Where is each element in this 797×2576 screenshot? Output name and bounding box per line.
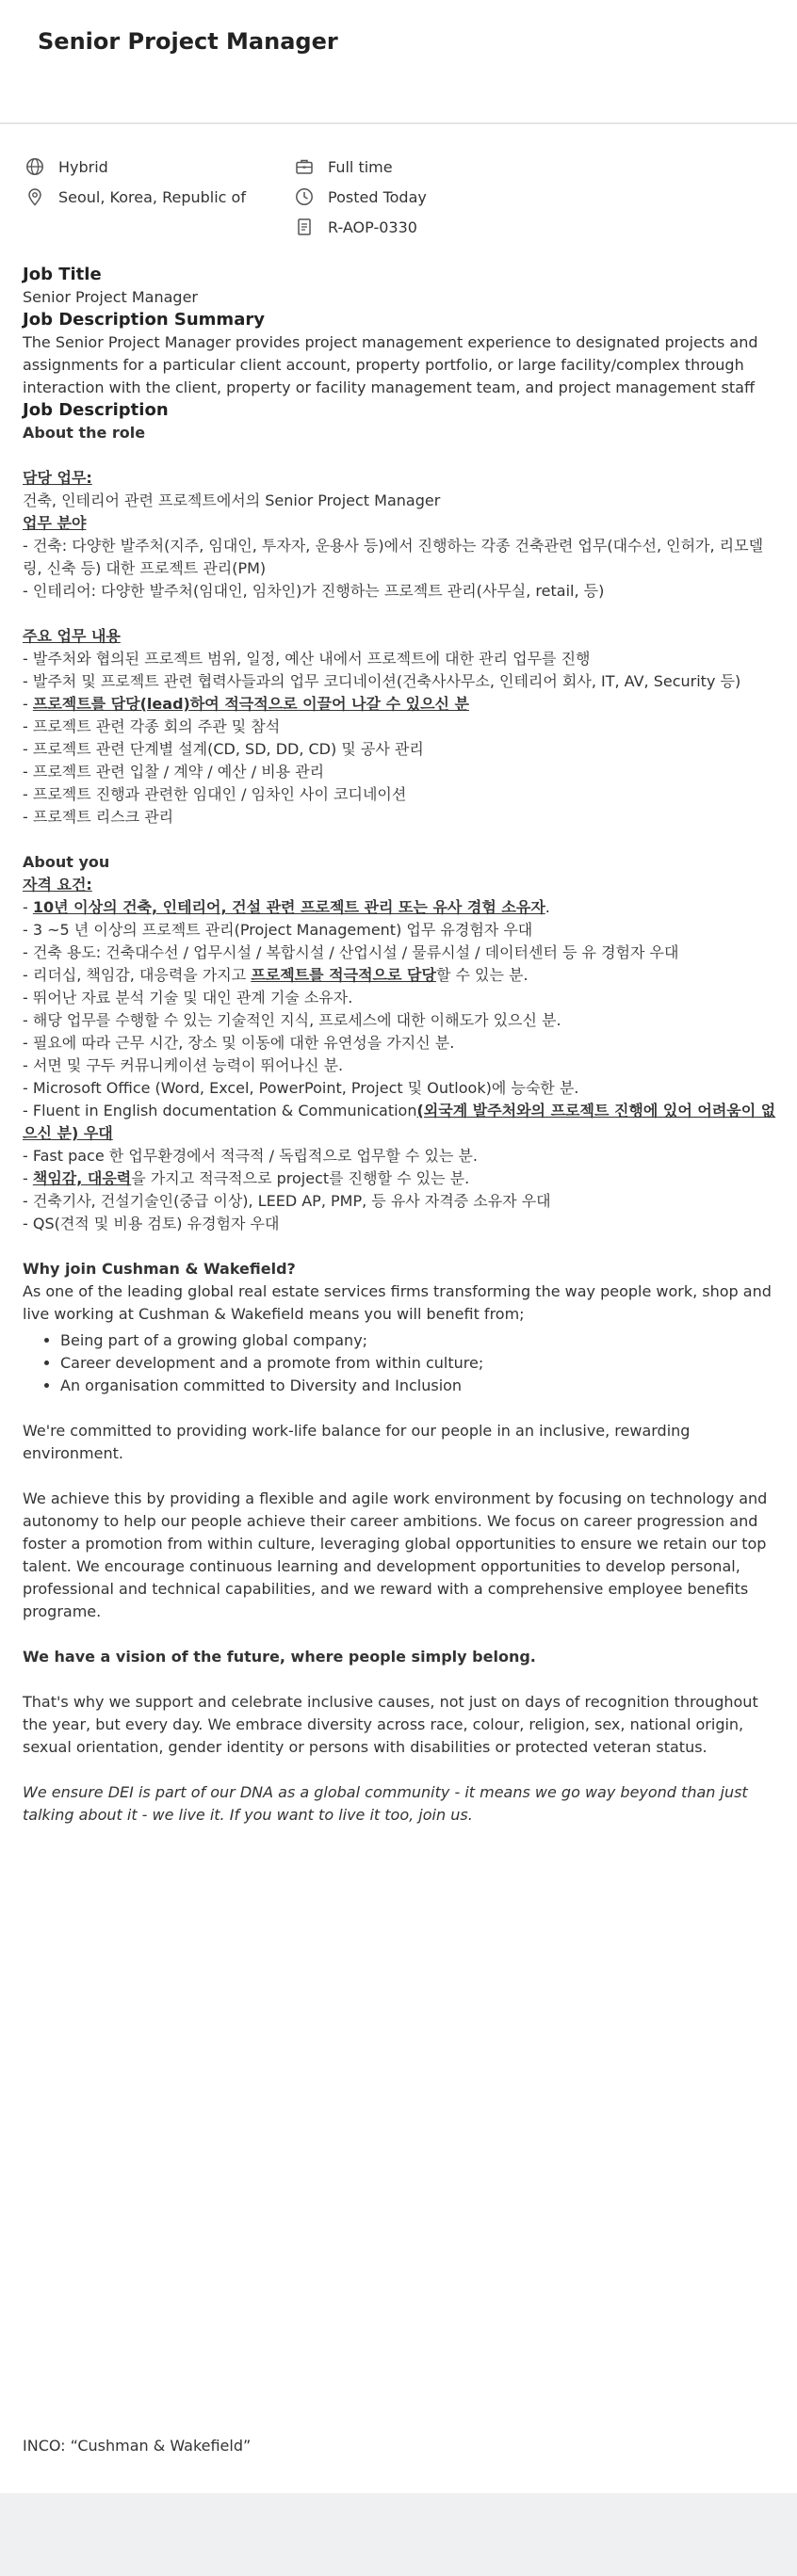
job-description-content	[23, 264, 776, 1827]
main-duty-line: - 프로젝트 관련 단계별 설계(CD, SD, DD, CD) 및 공사 관리	[23, 740, 424, 758]
map-pin-icon	[24, 186, 45, 207]
main-duty-line: - 프로젝트 리스크 관리	[23, 808, 174, 826]
qualifications-heading: 자격 요건:	[23, 876, 92, 894]
inclusion-paragraph: That's why we support and celebrate inclusive causes, not just on days of recognition throughout the year, but every day. We embrace diversity across race, colour, religion, sex, national origin, sexual orientation, gender identity or persons with disabilities or protected veteran status.	[23, 1693, 758, 1756]
qualification-line: - 책임감, 대응력을 가지고 적극적으로 project를 진행할 수 있는 분.	[23, 1169, 470, 1187]
page-title: Senior Project Manager	[38, 28, 338, 55]
about-you-heading: About you	[23, 853, 110, 871]
main-duty-line: - 프로젝트 관련 입찰 / 계약 / 예산 / 비용 관리	[23, 763, 325, 781]
qualification-line: - Fast pace 한 업무환경에서 적극적 / 독립적으로 업무할 수 있는 분.	[23, 1147, 478, 1165]
list-item: • Career development and a promote from within culture;	[60, 1352, 776, 1375]
meta-job-type-text: Full time	[328, 157, 393, 176]
qualification-line: - QS(견적 및 비용 검토) 유경험자 우대	[23, 1215, 280, 1232]
qualification-line	[23, 1100, 776, 1145]
list-item: • Being part of a growing global company;	[60, 1329, 776, 1352]
meta-job-type	[294, 156, 393, 177]
duties-heading: 담당 업무:	[23, 469, 92, 487]
qualification-line: - 해당 업무를 수행할 수 있는 기술적인 지식, 프로세스에 대한 이해도가 있으신 분.	[23, 1011, 561, 1029]
main-duty-line: - 프로젝트 진행과 관련한 임대인 / 임차인 사이 코디네이션	[23, 785, 407, 803]
flexible-paragraph: We achieve this by providing a flexible and agile work environment by focusing on technology and autonomy to help our people achieve their career ambitions. We focus on career progression and foster a promotion from within culture, leveraging global opportunities to ensure we retain our top talent. We encourage continuous learning and development opportunities to develop personal, professional and technical capabilities, and we reward with a comprehensive employee benefits programe.	[23, 1489, 768, 1620]
meta-workplace-text: Hybrid	[58, 157, 108, 176]
id-document-icon	[294, 217, 315, 237]
job-title-heading: Job Title	[23, 265, 102, 284]
qualification-leadership-emphasis: 프로젝트를 적극적으로 담당	[251, 966, 436, 984]
qualification-english-emphasis: (외국계 발주처와의 프로젝트 진행에 있어 어려움이 없으신 분) 우대	[23, 1102, 776, 1142]
qualification-line: - 10년 이상의 건축, 인테리어, 건설 관련 프로젝트 관리 또는 유사 경험 소유자.	[23, 898, 550, 916]
qualification-experience-text: 10년 이상의 건축, 인테리어, 건설 관련 프로젝트 관리 또는 유사 경험 소유자	[32, 898, 545, 916]
meta-req-id-text: R-AOP-0330	[328, 217, 417, 236]
qualification-responsibility-emphasis: 책임감, 대응력	[32, 1169, 132, 1187]
globe-icon	[24, 156, 45, 177]
job-title-value: Senior Project Manager	[23, 288, 198, 306]
job-meta	[0, 124, 797, 266]
job-header	[0, 0, 797, 124]
list-item: • An organisation committed to Diversity and Inclusion	[60, 1375, 776, 1397]
qualification-line: - 필요에 따라 근무 시간, 장소 및 이동에 대한 유연성을 가지신 분.	[23, 1034, 455, 1052]
meta-posted-text: Posted Today	[328, 187, 427, 206]
why-join-intro: As one of the leading global real estate services firms transforming the way people work, shop and live working at Cushman & Wakefield means you will benefit from;	[23, 1282, 772, 1323]
inco-footer: INCO: “Cushman & Wakefield”	[23, 2437, 252, 2455]
worklife-paragraph: We're committed to providing work-life balance for our people in an inclusive, rewarding environment.	[23, 1422, 691, 1462]
main-duties-heading: 주요 업무 내용	[23, 627, 121, 645]
business-line: - 인테리어: 다양한 발주처(임대인, 임차인)가 진행하는 프로젝트 관리(사무실, retail, 등)	[23, 582, 605, 600]
main-duty-line: - 프로젝트를 담당(lead)하여 적극적으로 이끌어 나갈 수 있으신 분	[23, 695, 470, 713]
meta-location	[24, 186, 246, 207]
main-duty-line: - 프로젝트 관련 각종 회의 주관 및 참석	[23, 717, 281, 735]
business-heading: 업무 분야	[23, 514, 87, 532]
main-duty-line: - 발주처 및 프로젝트 관련 협력사들과의 업무 코디네이션(건축사사무소, 인테리어 회사, IT, AV, Security 등)	[23, 672, 741, 690]
briefcase-icon	[294, 156, 315, 177]
duties-line: 건축, 인테리어 관련 프로젝트에서의 Senior Project Manager	[23, 491, 441, 509]
dei-paragraph: We ensure DEI is part of our DNA as a global community - it means we go way beyond than just talking about it - we live it. If you want to live it too, join us.	[23, 1783, 748, 1824]
meta-location-text: Seoul, Korea, Republic of	[58, 187, 246, 206]
qualification-line: - 서면 및 구두 커뮤니케이션 능력이 뛰어나신 분.	[23, 1056, 344, 1074]
summary-text: The Senior Project Manager provides project management experience to designated projects and assignments for a particular client account, property portfolio, or large facility/complex through interaction with the client, property or facility management team, and project management staff	[23, 333, 758, 396]
qualification-line	[23, 964, 776, 987]
qualification-line: - 건축기사, 건설기술인(중급 이상), LEED AP, PMP, 등 유사 자격증 소유자 우대	[23, 1192, 551, 1210]
qualification-responsibility-text: 을 가지고 적극적으로 project를 진행할 수 있는 분.	[131, 1169, 470, 1187]
description-heading: Job Description	[23, 400, 169, 420]
main-duty-lead-text: 프로젝트를 담당(lead)하여 적극적으로 이끌어 나갈 수 있으신 분	[32, 695, 470, 713]
qualification-line: - 건축 용도: 건축대수선 / 업무시설 / 복합시설 / 산업시설 / 물류시설 / 데이터센터 등 유 경험자 우대	[23, 943, 679, 961]
business-line: - 건축: 다양한 발주처(지주, 임대인, 투자자, 운용사 등)에서 진행하는 각종 건축관련 업무(대수선, 인허가, 리모델링, 신축 등) 대한 프로젝트 관리(PM)	[23, 537, 764, 577]
summary-heading: Job Description Summary	[23, 310, 265, 330]
about-role-heading: About the role	[23, 424, 146, 442]
main-duty-line: - 발주처와 협의된 프로젝트 범위, 일정, 예산 내에서 프로젝트에 대한 관리 업무를 진행	[23, 650, 591, 668]
benefits-list	[23, 1329, 776, 1397]
meta-workplace	[24, 156, 108, 177]
why-join-heading: Why join Cushman & Wakefield?	[23, 1260, 296, 1278]
meta-req-id	[294, 217, 417, 237]
qualification-line: - 3 ~5 년 이상의 프로젝트 관리(Project Management) 업무 유경험자 우대	[23, 921, 533, 939]
qualification-leadership-prefix: - 리더십, 책임감, 대응력을 가지고	[23, 966, 252, 984]
vision-statement: We have a vision of the future, where people simply belong.	[23, 1648, 536, 1666]
qualification-leadership-suffix: 할 수 있는 분.	[435, 966, 529, 984]
meta-posted	[294, 186, 427, 207]
qualification-english-text: - Fluent in English documentation & Communication	[23, 1102, 417, 1119]
clock-icon	[294, 186, 315, 207]
qualification-line: - 뛰어난 자료 분석 기술 및 대인 관계 기술 소유자.	[23, 989, 353, 1006]
qualification-line: - Microsoft Office (Word, Excel, PowerPoint, Project 및 Outlook)에 능숙한 분.	[23, 1079, 579, 1097]
